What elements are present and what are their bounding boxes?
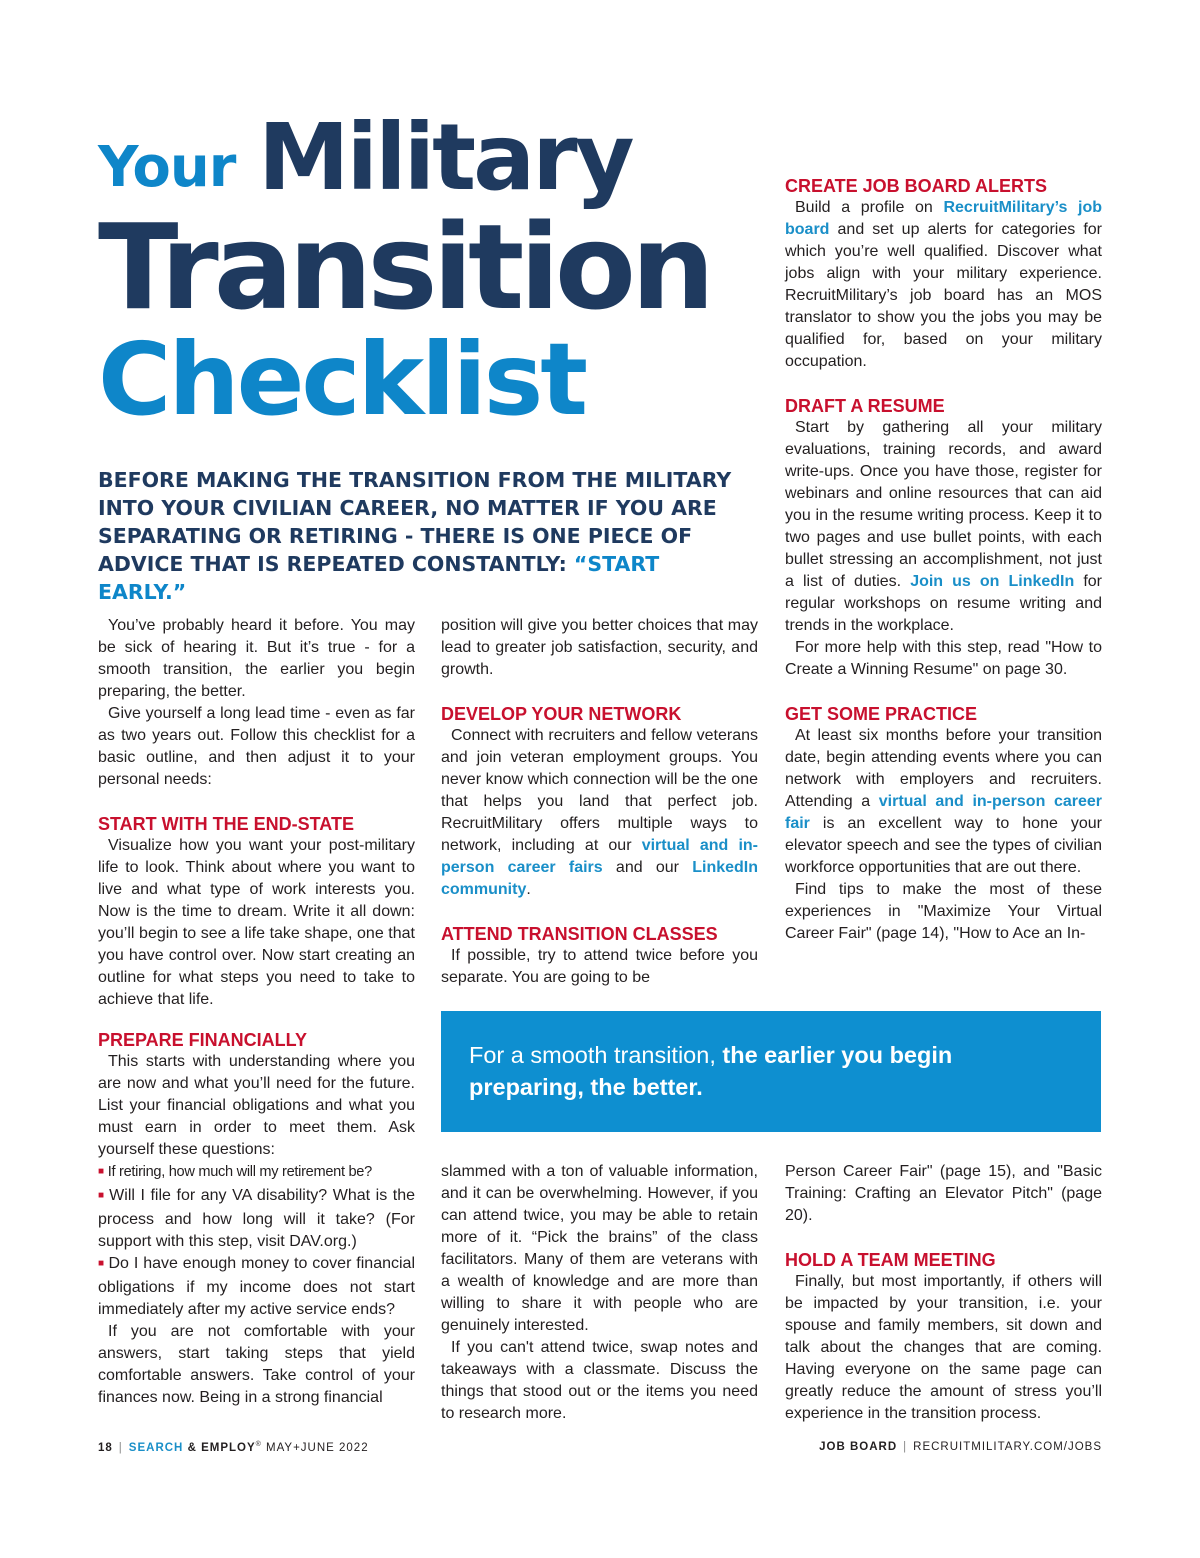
title-your: Your <box>98 135 236 200</box>
paragraph: position will give you better choices that may lead to greater job satisfaction, security, and growth. <box>441 617 758 678</box>
text-span: and set up alerts for categories for which you’re well qualified. Discover what jobs align with your military experience. RecruitMilitary’s job board has an MOS translator to show you the jobs you may be qualified for, based on your military occupation. <box>785 221 1102 370</box>
paragraph: Visualize how you want your post-military life to look. Think about where you want to live and what type of work interests you. Now is the time to dream. Write it all down: you’ll begin to see a life take shape, one that you have control over. Now start creating an outline for what steps you need to take to achieve that life. <box>98 837 415 1008</box>
paragraph <box>785 417 1102 637</box>
bullet-item: ■ Will I file for any VA disability? What is the process and how long will it take? (For support with this step, visit DAV.org.) <box>98 1185 415 1253</box>
paragraph: Person Career Fair" (page 15), and "Basic Training: Crafting an Elevator Pitch" (page 20). <box>785 1163 1102 1224</box>
linkedin-community-link[interactable]: LinkedIn community <box>441 859 759 898</box>
intro-deck <box>98 466 748 606</box>
magazine-name-search: SEARCH <box>128 1441 184 1454</box>
bullet-item: ■ If retiring, how much will my retirement be? <box>98 1161 415 1185</box>
text-span: for regular workshops on resume writing and trends in the workplace. <box>785 573 1102 634</box>
text-span: is an excellent way to hone your elevator speech and see the types of civilian workforce opportunities that are out there. <box>785 815 1102 876</box>
heading-get-practice: GET SOME PRACTICE <box>785 704 978 724</box>
paragraph: slammed with a ton of valuable information, and it can be overwhelming. However, if you can attend twice, you may be able to retain more of it. “Pick the brains” of the class facilitators. Many of them are veterans with a wealth of knowledge and are more than willing to share it with people who are genuinely interested. <box>441 1163 758 1334</box>
job-board-link[interactable]: RecruitMilitary’s job board <box>785 199 1103 238</box>
heading-job-board-alerts: CREATE JOB BOARD ALERTS <box>785 176 1048 196</box>
text-span: . <box>526 881 531 898</box>
column-2-top <box>441 615 758 989</box>
paragraph: Give yourself a long lead time - even as far as two years out. Follow this checklist for a basic outline, and then adjust it to your personal needs: <box>98 705 415 788</box>
issue-date: MAY+JUNE 2022 <box>266 1441 369 1454</box>
callout-bold-text: the earlier you begin preparing, the better. <box>469 1042 953 1100</box>
column-1-top <box>98 615 415 1011</box>
text-span: Start by gathering all your military evaluations, training records, and award write-ups. Once you have those, register for webinars and online resources that can aid you in the resume writing process. Keep it to two pages and use bullet points, with each bullet stressing an accomplishment, not just a list of duties. <box>785 419 1102 590</box>
column-2-bottom <box>441 1161 758 1425</box>
paragraph: This starts with understanding where you are now and what you’ll need for the future. List your financial obligations and what you must earn in order to meet them. Ask yourself these questions: <box>98 1053 415 1158</box>
column-3-bottom <box>785 1161 1102 1425</box>
paragraph: If you are not comfortable with your answers, start taking steps that yield comfortable answers. Take control of your finances now. Being in a strong financial <box>98 1323 415 1406</box>
intro-text: BEFORE MAKING THE TRANSITION FROM THE MILITARY INTO YOUR CIVILIAN CAREER, NO MATTER IF YOU ARE SEPARATING OR RETIRING - THERE IS ONE PIECE OF ADVICE THAT IS REPEATED CONSTANTLY: <box>98 468 732 576</box>
intro-highlight: “START EARLY.” <box>98 552 660 604</box>
heading-develop-network: DEVELOP YOUR NETWORK <box>441 704 682 724</box>
heading-end-state: START WITH THE END-STATE <box>98 814 354 834</box>
footer-right: JOB BOARD | RECRUITMILITARY.COM/JOBS <box>819 1441 1102 1453</box>
paragraph: If possible, try to attend twice before you separate. You are going to be <box>441 947 758 986</box>
paragraph: Finally, but most importantly, if others will be impacted by your transition, i.e. your spouse and family members, sit down and talk about the changes that are coming. Having everyone on the same page can greatly reduce the amount of stress you’ll experience in the transition process. <box>785 1273 1102 1422</box>
heading-attend-classes: ATTEND TRANSITION CLASSES <box>441 924 718 944</box>
title-transition: Transition <box>98 198 710 336</box>
title-military: Military <box>258 104 632 211</box>
paragraph <box>441 725 758 901</box>
text-span: Connect with recruiters and fellow veterans and join veteran employment groups. You never know which connection will be the one that helps you land that perfect job. RecruitMilitary offers multiple ways to network, including at our <box>441 727 758 854</box>
footer-url: RECRUITMILITARY.COM/JOBS <box>913 1441 1102 1453</box>
text-span: Build a profile on <box>795 199 933 216</box>
title-checklist: Checklist <box>98 321 586 438</box>
text-span: and our <box>615 859 679 876</box>
heading-draft-resume: DRAFT A RESUME <box>785 396 945 416</box>
registered-mark: ® <box>255 1441 262 1448</box>
paragraph: For more help with this step, read "How to Create a Winning Resume" on page 30. <box>785 639 1102 678</box>
bullet-item: ■ Do I have enough money to cover financial obligations if my income does not start immediately after my active service ends? <box>98 1253 415 1321</box>
heading-prepare-financially: PREPARE FINANCIALLY <box>98 1030 308 1050</box>
paragraph: You’ve probably heard it before. You may be sick of hearing it. But it’s true - for a smooth transition, the earlier you begin preparing, the better. <box>98 617 415 700</box>
paragraph <box>785 197 1102 373</box>
paragraph <box>785 725 1102 879</box>
career-fairs-link[interactable]: virtual and in-person career fairs <box>441 837 758 876</box>
join-linkedin-link[interactable]: Join us on LinkedIn <box>910 573 1075 590</box>
page-number: 18 <box>98 1441 113 1454</box>
footer-left: 18 | SEARCH & EMPLOY® MAY+JUNE 2022 <box>98 1441 369 1454</box>
magazine-name-employ: & EMPLOY <box>187 1441 256 1454</box>
career-fair-link[interactable]: virtual and in-person career fair <box>785 793 1102 832</box>
pull-quote-callout <box>441 1011 1101 1132</box>
heading-team-meeting: HOLD A TEAM MEETING <box>785 1250 996 1270</box>
column-1-bottom <box>98 1029 415 1409</box>
footer-section: JOB BOARD <box>819 1441 898 1453</box>
column-3-top <box>785 175 1102 945</box>
callout-normal-text: For a smooth transition, <box>469 1042 716 1068</box>
text-span: At least six months before your transition date, begin attending events where you can network with employers and recruiters. Attending a <box>785 727 1102 810</box>
paragraph: If you can't attend twice, swap notes and takeaways with a classmate. Discuss the things that stood out or the items you need to research more. <box>441 1339 758 1422</box>
paragraph: Find tips to make the most of these experiences in "Maximize Your Virtual Career Fair" (page 14), "How to Ace an In- <box>785 881 1102 942</box>
